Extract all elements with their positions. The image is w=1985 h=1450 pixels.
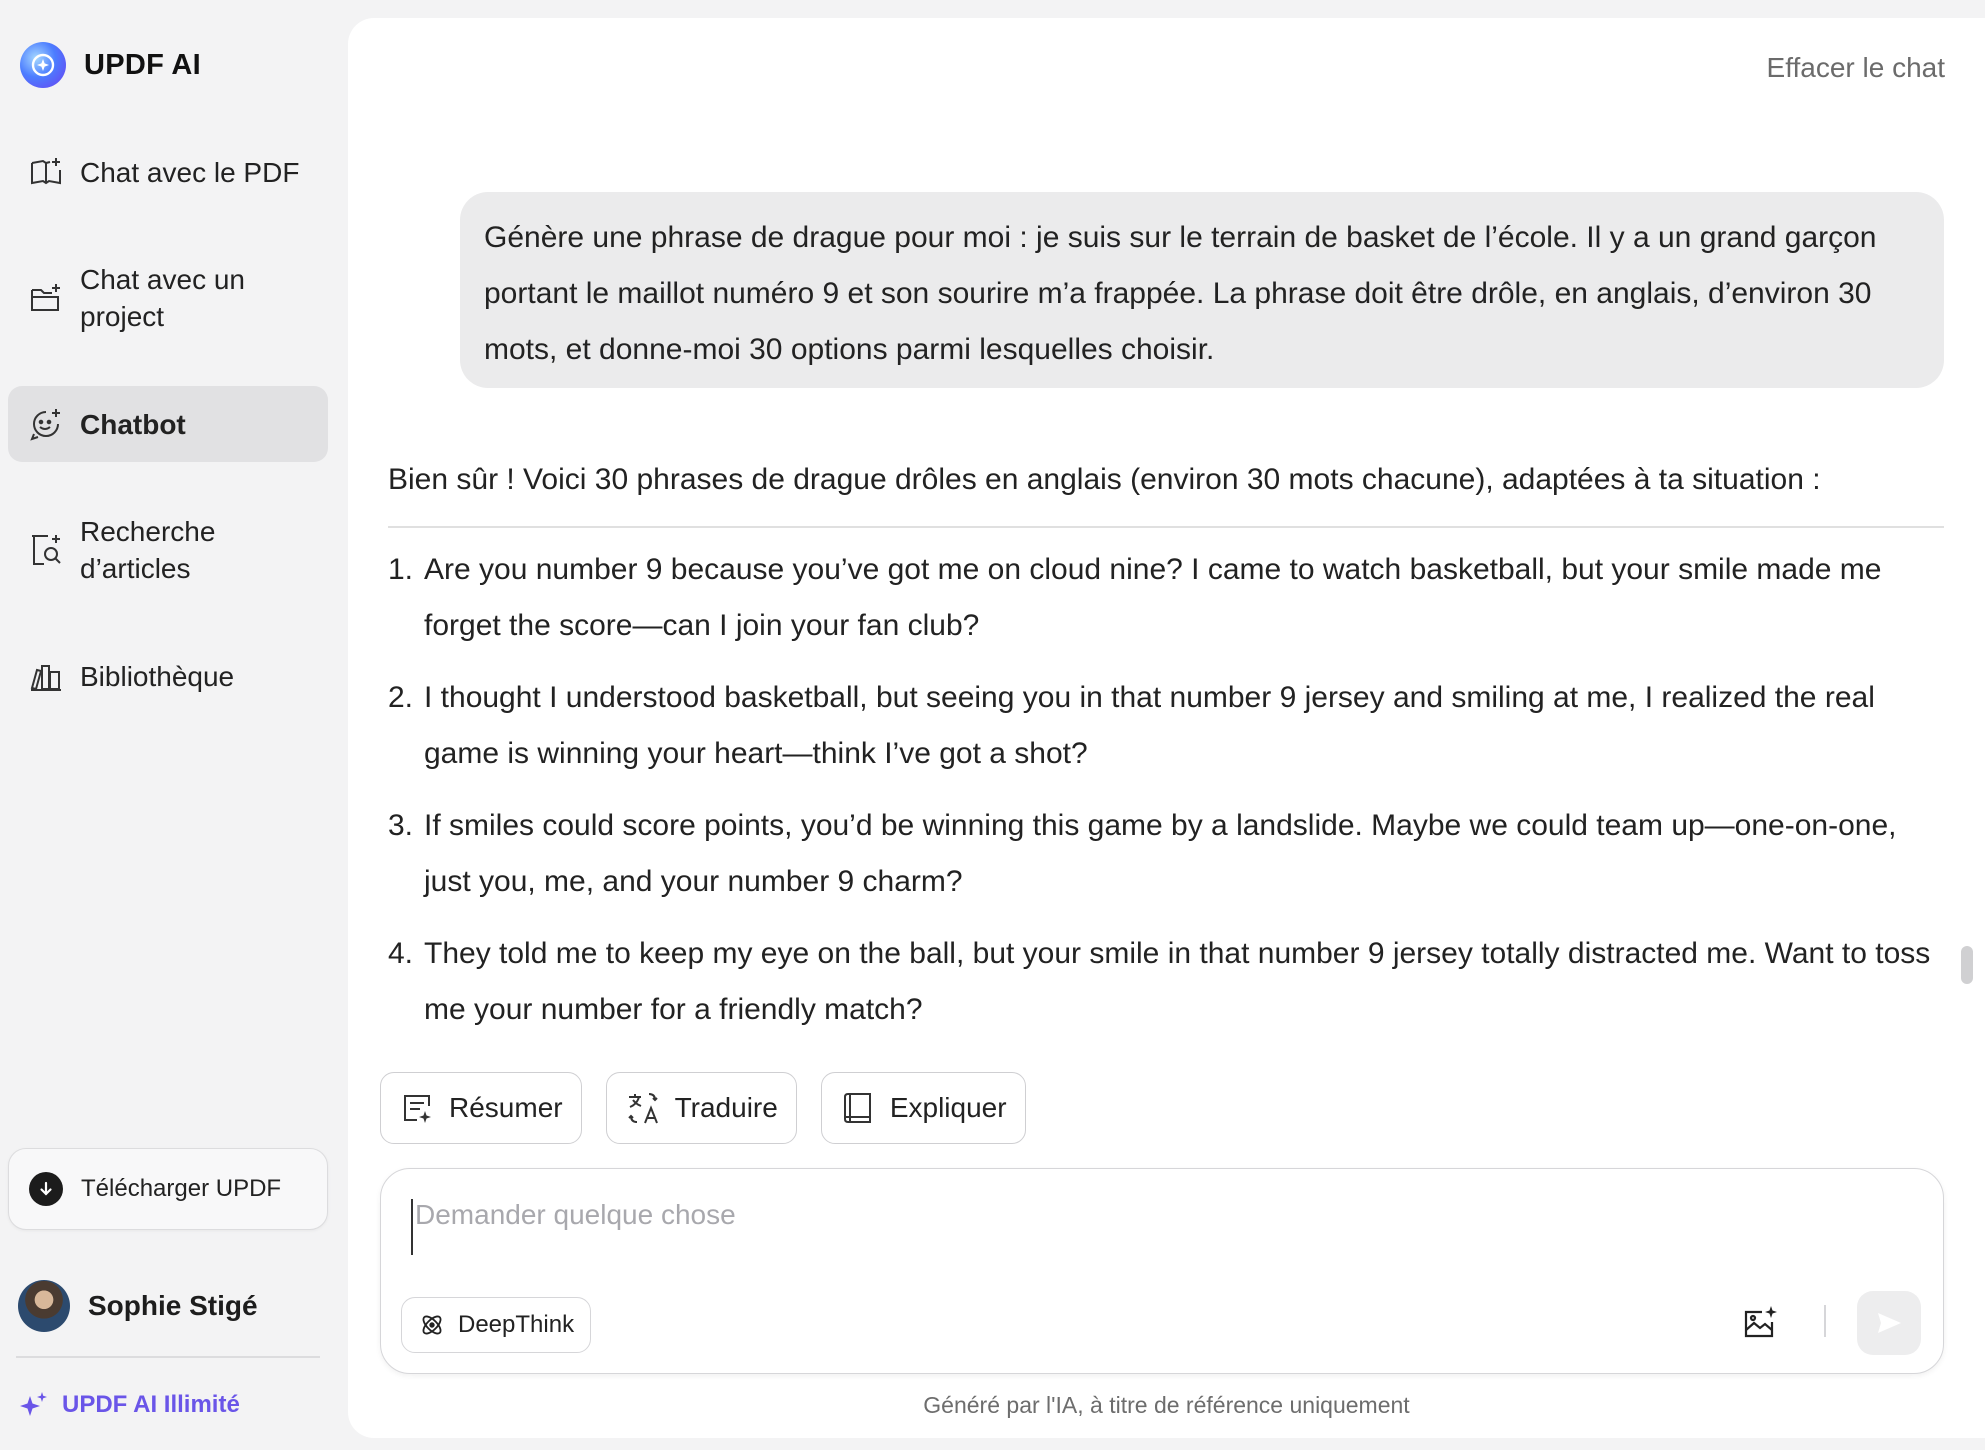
translate-icon [625,1090,661,1126]
chat-panel [348,18,1985,1438]
book-icon [840,1090,876,1126]
message-composer [380,1168,1944,1374]
user-message-bubble: Génère une phrase de drague pour moi : je suis sur le terrain de basket de l’école. Il y a un grand garçon portant le maillot numéro 9 et son sourire m’a frappée. La phrase doit être drôle, en anglais, d’environ 30 mots, et donne-moi 30 options parmi lesquelles choisir. [460,192,1944,388]
list-number: 1. [388,553,414,586]
explain-label: Expliquer [889,1092,1007,1123]
avatar [18,1280,70,1332]
updf-logo-icon [20,42,66,88]
list-text: Are you number 9 because you’ve got me on cloud nine? I came to watch basketball, but your smile made me forget the score—can I join your fan club? [424,553,1882,642]
sidebar-item-label: Chat avec le PDF [80,156,300,188]
book-sparkle-icon [28,154,64,190]
library-icon [28,658,64,694]
scrollbar-thumb[interactable] [1961,946,1973,984]
sidebar-item-chatbot[interactable] [8,386,328,462]
sidebar-item-label: Chatbot [80,408,186,440]
summarize-label: Résumer [449,1092,563,1123]
summarize-icon [399,1090,435,1126]
user-profile[interactable] [18,1280,258,1332]
list-text: They told me to keep my eye on the ball, but your smile in that number 9 jersey totally distracted me. Want to toss me your number for a friendly match? [424,937,1931,1026]
list-number: 3. [388,809,414,842]
sidebar [0,0,340,1450]
divider [388,526,1944,528]
brand-name: UPDF AI [84,48,202,81]
folder-plus-icon [28,280,64,316]
sidebar-item-library[interactable] [8,640,328,712]
sidebar-item-label: Chat avec un project [80,264,245,332]
deepthink-toggle[interactable] [401,1297,591,1353]
sidebar-item-article-search[interactable] [8,506,328,594]
download-updf-button[interactable] [8,1148,328,1230]
summarize-button[interactable] [380,1072,582,1144]
assistant-intro: Bien sûr ! Voici 30 phrases de drague drôles en anglais (environ 30 mots chacune), adaptées à ta situation : [388,463,1821,496]
explain-button[interactable] [821,1072,1026,1144]
list-item [388,926,1944,1038]
message-input[interactable] [411,1199,1891,1255]
send-icon [1874,1308,1904,1338]
atom-icon [418,1311,446,1339]
sidebar-item-chat-project[interactable] [8,254,328,342]
chatbot-face-icon [28,406,64,442]
article-search-icon [28,532,64,568]
image-upload-button[interactable] [1739,1301,1783,1345]
list-item [388,670,1944,782]
download-icon [29,1172,63,1206]
deepthink-label: DeepThink [458,1311,575,1338]
quick-actions [380,1072,1026,1144]
user-name: Sophie Stigé [88,1290,258,1321]
list-item [388,798,1944,910]
composer-divider [1824,1305,1826,1337]
send-button[interactable] [1857,1291,1921,1355]
ai-disclaimer: Généré par l'IA, à titre de référence uniquement [923,1392,1410,1418]
list-text: I thought I understood basketball, but seeing you in that number 9 jersey and smiling at me, I realized the real game is winning your heart—think I’ve got a shot? [424,681,1875,770]
list-number: 4. [388,937,414,970]
sidebar-item-label: Bibliothèque [80,660,235,692]
assistant-answer-list [388,542,1944,1054]
translate-button[interactable] [606,1072,797,1144]
sidebar-item-label: Recherche d’articles [80,516,216,584]
clear-chat-button[interactable]: Effacer le chat [1766,52,1945,83]
sidebar-item-chat-pdf[interactable] [8,136,328,208]
translate-label: Traduire [674,1092,778,1123]
brand[interactable] [20,40,201,90]
list-number: 2. [388,681,414,714]
sidebar-divider [16,1356,320,1358]
list-text: If smiles could score points, you’d be winning this game by a landslide. Maybe we could team up—one-on-one, just you, me, and your number 9 charm? [424,809,1897,898]
image-sparkle-icon [1742,1304,1780,1342]
sparkle-icon [18,1390,48,1420]
upgrade-label: UPDF AI Illimité [62,1391,240,1418]
list-item [388,542,1944,654]
download-label: Télécharger UPDF [81,1175,282,1202]
upgrade-link[interactable] [18,1390,240,1420]
